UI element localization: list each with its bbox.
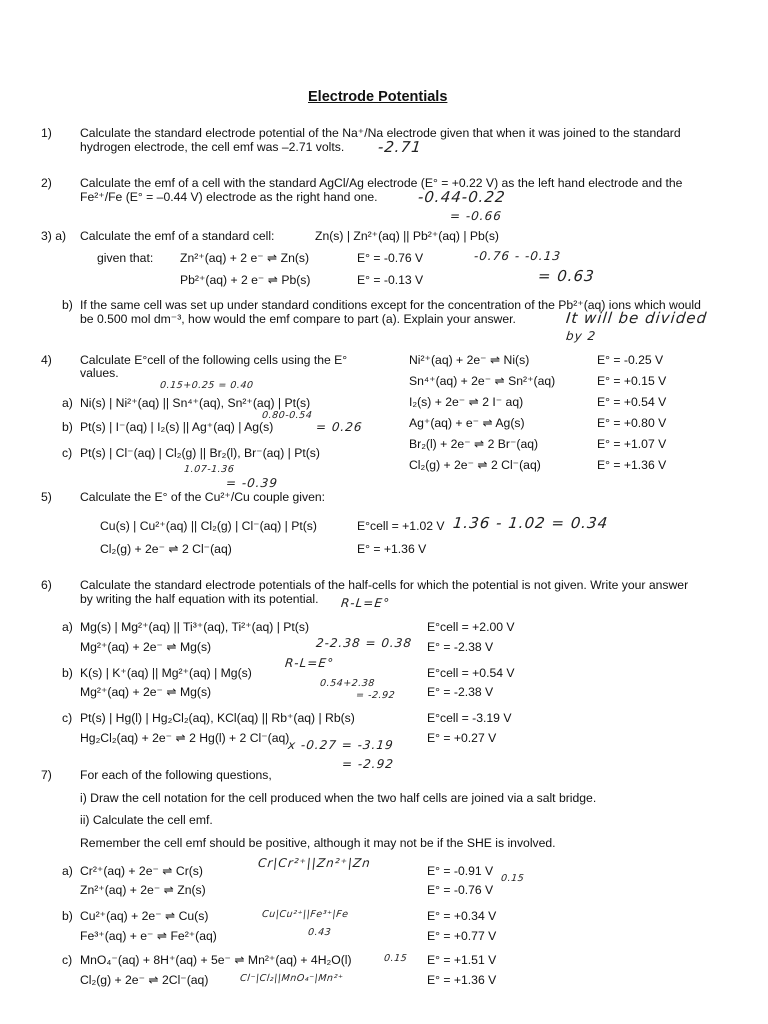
q7b-label: b) [62,909,73,923]
q6c-cell: Pt(s) | Hg(l) | Hg₂Cl₂(aq), KCl(aq) || Rb⁺(aq) | Rb(s) [80,711,355,725]
q7c-half-equation-1: MnO₄⁻(aq) + 8H⁺(aq) + 5e⁻ ⇌ Mn²⁺(aq) + 4H₂O(l) [80,953,352,967]
q4-table-potential-3: E° = +0.54 V [597,395,667,409]
q3b-text-line2: be 0.500 mol dm⁻³, how would the emf compare to part (a). Explain your answer. [80,312,516,326]
q4-table-equation-3: I₂(s) + 2e⁻ ⇌ 2 I⁻ aq) [409,395,524,409]
q3a-half-equation-1: Zn²⁺(aq) + 2 e⁻ ⇌ Zn(s) [180,251,310,265]
q3b-handwritten-answer-line1: It will be divided [565,309,709,327]
q4c-label: c) [62,446,73,460]
q3a-prompt: Calculate the emf of a standard cell: [80,229,275,243]
q6-text-line1: Calculate the standard electrode potentials of the half-cells for which the potential is not given. Write your answer [80,578,689,592]
q6b-potential: E° = -2.38 V [427,685,494,699]
q6b-handwritten-answer: = -2.92 [355,690,396,701]
q7b-half-equation-2: Fe³⁺(aq) + e⁻ ⇌ Fe²⁺(aq) [80,929,217,943]
q5-prompt: Calculate the E° of the Cu²⁺/Cu couple given: [80,490,326,504]
q5-handwritten-answer: 1.36 - 1.02 = 0.34 [452,514,610,532]
q2-handwritten-answer: = -0.66 [449,209,503,223]
q7c-handwritten-answer: 0.15 [383,953,408,964]
q7a-half-equation-1: Cr²⁺(aq) + 2e⁻ ⇌ Cr(s) [80,864,203,878]
q3a-potential-1: E° = -0.76 V [357,251,424,265]
q4-table-potential-4: E° = +0.80 V [597,416,667,430]
q7a-potential-2: E° = -0.76 V [427,883,494,897]
q3a-potential-2: E° = -0.13 V [357,273,424,287]
q4a-cell: Ni(s) | Ni²⁺(aq) || Sn⁴⁺(aq), Sn²⁺(aq) | Pt(s) [80,396,311,410]
q6c-label: c) [62,711,73,725]
q4-number: 4) [41,353,52,367]
q4-table-equation-1: Ni²⁺(aq) + 2e⁻ ⇌ Ni(s) [409,353,530,367]
q6-number: 6) [41,578,52,592]
q4b-label: b) [62,420,73,434]
q7b-handwritten-cell: Cu|Cu²⁺||Fe³⁺|Fe [261,909,350,920]
q7b-half-equation-1: Cu²⁺(aq) + 2e⁻ ⇌ Cu(s) [80,909,209,923]
q5-ecell: E°cell = +1.02 V [357,519,445,533]
q7-instruction-i: i) Draw the cell notation for the cell produced when the two half cells are joined via a salt bridge. [80,791,597,805]
q7c-handwritten-cell: Cl⁻|Cl₂||MnO₄⁻|Mn²⁺ [239,973,344,984]
q6b-cell: K(s) | K⁺(aq) || Mg²⁺(aq) | Mg(s) [80,666,252,680]
q7-intro: For each of the following questions, [80,768,272,782]
q1-handwritten-answer: -2.71 [377,138,423,156]
q4-table-equation-6: Cl₂(g) + 2e⁻ ⇌ 2 Cl⁻(aq) [409,458,541,472]
q3b-text-line1: If the same cell was set up under standard conditions except for the concentration of the Pb²⁺(aq) ions which would [80,298,701,312]
q7-number: 7) [41,768,52,782]
q6b-label: b) [62,666,73,680]
q6c-potential: E° = +0.27 V [427,731,497,745]
q6-handwritten-rule: R-L=E° [340,596,391,610]
q7c-label: c) [62,953,73,967]
q5-potential: E° = +1.36 V [357,542,427,556]
q3b-label: b) [62,298,73,312]
q6c-handwritten-answer: = -2.92 [341,757,395,771]
q2-text-line2: Fe²⁺/Fe (E° = –0.44 V) electrode as the right hand one. [80,190,378,204]
q3-number: 3) a) [41,229,67,243]
q7b-potential-1: E° = +0.34 V [427,909,497,923]
q6c-half-equation: Hg₂Cl₂(aq) + 2e⁻ ⇌ 2 Hg(l) + 2 Cl⁻(aq) [80,731,290,745]
q7-remember-note: Remember the cell emf should be positive, although it may not be if the SHE is involved. [80,836,556,850]
q4-table-equation-5: Br₂(l) + 2e⁻ ⇌ 2 Br⁻(aq) [409,437,539,451]
q6b-handwritten-working: 0.54+2.38 [319,678,376,689]
q1-text-line2: hydrogen electrode, the cell emf was –2.71 volts. [80,140,345,154]
q3a-handwritten-answer: = 0.63 [537,267,596,285]
q4-prompt-line1: Calculate E°cell of the following cells using the E° [80,353,348,367]
q6a-cell: Mg(s) | Mg²⁺(aq) || Ti³⁺(aq), Ti²⁺(aq) | Pt(s) [80,620,310,634]
q2-handwritten-working: -0.44-0.22 [417,188,507,206]
page-title: Electrode Potentials [308,89,448,105]
q4a-label: a) [62,396,73,410]
q7c-potential-2: E° = +1.36 V [427,973,497,987]
q6c-handwritten-working: x -0.27 = -3.19 [287,738,395,752]
q4-prompt-line2: values. [80,366,119,380]
q4-table-equation-2: Sn⁴⁺(aq) + 2e⁻ ⇌ Sn²⁺(aq) [409,374,556,388]
q7b-handwritten-answer: 0.43 [307,927,332,938]
q3a-given-label: given that: [97,251,154,265]
q6a-potential: E° = -2.38 V [427,640,494,654]
q7a-label: a) [62,864,73,878]
q3a-handwritten-working: -0.76 - -0.13 [473,249,562,263]
q7a-potential-1: E° = -0.91 V [427,864,494,878]
q2-text-line1: Calculate the emf of a cell with the standard AgCl/Ag electrode (E° = +0.22 V) as the left hand electrode and the [80,176,683,190]
q4a-handwritten-answer: 0.15+0.25 = 0.40 [159,380,255,391]
q4-table-potential-5: E° = +1.07 V [597,437,667,451]
q4c-handwritten-answer: = -0.39 [225,476,279,490]
q6a-handwritten-answer: 2-2.38 = 0.38 [315,636,413,650]
q4c-handwritten-working: 1.07-1.36 [183,464,235,475]
q4b-cell: Pt(s) | I⁻(aq) | I₂(s) || Ag⁺(aq) | Ag(s) [80,420,274,434]
q4b-handwritten-working: 0.80-0.54 [261,410,313,421]
q7-instruction-ii: ii) Calculate the cell emf. [80,813,213,827]
q7a-handwritten-cell: Cr|Cr²⁺||Zn²⁺|Zn [257,856,372,870]
q1-number: 1) [41,126,52,140]
q6b-ecell: E°cell = +0.54 V [427,666,515,680]
q3b-handwritten-answer-line2: by 2 [565,329,597,343]
q6b-handwritten-rule: R-L=E° [284,656,335,670]
q4-table-potential-1: E° = -0.25 V [597,353,664,367]
q7c-potential-1: E° = +1.51 V [427,953,497,967]
q4-table-potential-2: E° = +0.15 V [597,374,667,388]
q6-text-line2: by writing the half equation with its potential. [80,592,319,606]
q1-text-line1: Calculate the standard electrode potential of the Na⁺/Na electrode given that when it was joined to the standard [80,126,681,140]
q6b-half-equation: Mg²⁺(aq) + 2e⁻ ⇌ Mg(s) [80,685,212,699]
q4c-cell: Pt(s) | Cl⁻(aq) | Cl₂(g) || Br₂(l), Br⁻(aq) | Pt(s) [80,446,320,460]
q4-table-equation-4: Ag⁺(aq) + e⁻ ⇌ Ag(s) [409,416,525,430]
q2-number: 2) [41,176,52,190]
q4-table-potential-6: E° = +1.36 V [597,458,667,472]
q4b-handwritten-answer: = 0.26 [315,420,364,434]
q7b-potential-2: E° = +0.77 V [427,929,497,943]
q5-half-equation: Cl₂(g) + 2e⁻ ⇌ 2 Cl⁻(aq) [100,542,232,556]
q5-number: 5) [41,490,52,504]
q3a-half-equation-2: Pb²⁺(aq) + 2 e⁻ ⇌ Pb(s) [180,273,311,287]
q6a-half-equation: Mg²⁺(aq) + 2e⁻ ⇌ Mg(s) [80,640,212,654]
q3a-cell-notation: Zn(s) | Zn²⁺(aq) || Pb²⁺(aq) | Pb(s) [315,229,499,243]
q6c-ecell: E°cell = -3.19 V [427,711,512,725]
q7a-handwritten-answer: 0.15 [500,873,525,884]
q6a-ecell: E°cell = +2.00 V [427,620,515,634]
q7c-half-equation-2: Cl₂(g) + 2e⁻ ⇌ 2Cl⁻(aq) [80,973,209,987]
q5-cell: Cu(s) | Cu²⁺(aq) || Cl₂(g) | Cl⁻(aq) | Pt(s) [100,519,317,533]
q6a-label: a) [62,620,73,634]
q7a-half-equation-2: Zn²⁺(aq) + 2e⁻ ⇌ Zn(s) [80,883,206,897]
